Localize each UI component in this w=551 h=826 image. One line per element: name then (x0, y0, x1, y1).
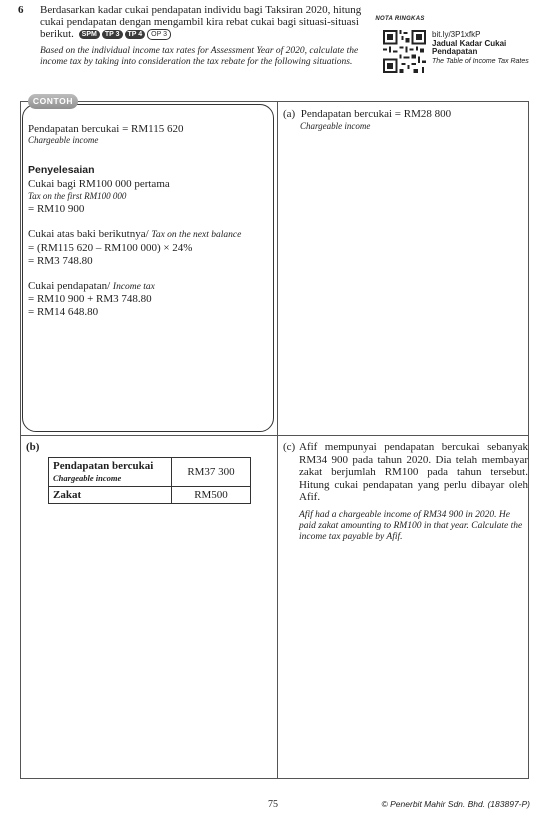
table-cell-key (49, 487, 172, 504)
nota-label-en: The Table of Income Tax Rates (432, 58, 529, 65)
tag-op3: OP 3 (147, 29, 171, 40)
row-key-en: Chargeable income (53, 473, 122, 483)
contoh-chargeable-income: Pendapatan bercukai = RM115 620 (28, 123, 184, 135)
part-a-label: (a) (283, 108, 296, 120)
contoh-step2-value: = RM3 748.80 (28, 255, 93, 267)
question-text-en: Based on the individual income tax rates for Assessment Year of 2020, calculate the income tax by taking into consideration the tax rebate for the following situations. (40, 46, 359, 67)
grid-divider-horizontal (20, 435, 529, 436)
part-a-text-en: Chargeable income (300, 121, 371, 131)
contoh-step1-en: Tax on the first RM100 000 (28, 191, 127, 201)
nota-ringkas-title: NOTA RINGKAS (375, 16, 425, 22)
tag-tp3: TP 3 (102, 30, 123, 39)
nota-url-link[interactable]: bit.ly/3P1xfkP (432, 30, 481, 39)
contoh-tab: CONTOH (28, 94, 78, 109)
qr-code-icon[interactable] (383, 30, 426, 73)
contoh-step2-en: Tax on the next balance (151, 230, 242, 240)
grid-divider-vertical (277, 101, 278, 779)
part-a (283, 108, 451, 120)
contoh-step3-value: = RM14 648.80 (28, 306, 99, 318)
contoh-step3-equation: = RM10 900 + RM3 748.80 (28, 293, 152, 305)
part-c-label: (c) (283, 441, 296, 453)
contoh-chargeable-income-en: Chargeable income (28, 135, 99, 145)
tag-spm: SPM (79, 30, 100, 39)
question-number: 6 (18, 4, 24, 16)
row-key: Zakat (53, 489, 82, 501)
contoh-step3-en: Income tax (112, 282, 155, 292)
part-c-text-en: Afif had a chargeable income of RM34 900 in 2020. He paid zakat amounting to RM100 in that year. Calculate the income tax payable by Afif. (299, 510, 523, 542)
question-text-my (40, 4, 365, 40)
contoh-step2-equation: = (RM115 620 – RM100 000) × 24% (28, 242, 193, 254)
contoh-example-box (22, 104, 274, 432)
question-text: Berdasarkan kadar cukai pendapatan individu bagi Taksiran 2020, hitung cukai pendapatan dengan mengambil kira rebat cukai bagi situasi-situasi berikut. (40, 4, 362, 40)
contoh-step1: Cukai bagi RM100 000 pertama (28, 178, 170, 190)
table-row (49, 487, 251, 504)
part-a-text: Pendapatan bercukai = RM28 800 (300, 108, 452, 120)
table-cell-key (49, 458, 172, 487)
table-cell-value: RM500 (172, 487, 251, 504)
table-cell-value: RM37 300 (172, 458, 251, 487)
page-number: 75 (268, 799, 278, 810)
tag-tp4: TP 4 (125, 30, 146, 39)
contoh-step3 (28, 280, 155, 293)
contoh-step2-my: Cukai atas baki berikutnya/ (28, 228, 149, 240)
nota-label-my: Jadual Kadar Cukai Pendapatan (432, 39, 507, 56)
contoh-solution-heading: Penyelesaian (28, 164, 95, 176)
contoh-step1-value: = RM10 900 (28, 203, 85, 215)
contoh-step3-my: Cukai pendapatan/ (28, 280, 111, 292)
table-row (49, 458, 251, 487)
contoh-step2 (28, 228, 241, 241)
part-b-label: (b) (26, 441, 40, 453)
row-key: Pendapatan bercukai (53, 460, 154, 472)
part-c-text-my: Afif mempunyai pendapatan bercukai sebanyak RM34 900 pada tahun 2020. Dia telah membayar zakat berjumlah RM100 pada tahun tersebut. Hitung cukai pendapatan yang perlu dibayar oleh Afif. (299, 441, 528, 503)
part-b-table (48, 457, 251, 504)
copyright-notice: © Penerbit Mahir Sdn. Bhd. (183897-P) (381, 799, 530, 809)
